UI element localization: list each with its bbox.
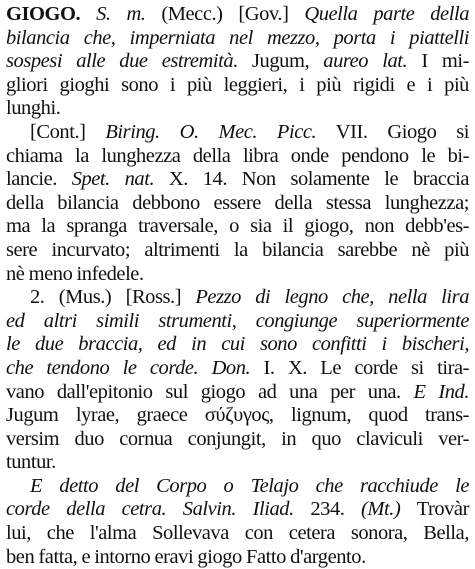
- text-line: [6, 192, 469, 216]
- text-line: [6, 168, 469, 192]
- italic-text: ed altri simili strumenti, congiunge superiormente: [6, 309, 469, 332]
- italic-text: che tendono le corde.: [6, 356, 199, 379]
- text-line: [6, 263, 469, 287]
- italic-text: E Ind.: [413, 380, 469, 403]
- headword: GIOGO.: [6, 3, 81, 25]
- text-run: ben fatta, e intorno eravi giogo Fatto d'argento.: [6, 545, 366, 568]
- italic-text: Spet. nat.: [71, 168, 155, 191]
- text-run: Trovàr: [400, 498, 469, 521]
- italic-text: Pezzo di legno che, nella lira: [195, 286, 470, 309]
- text-run: [166, 498, 183, 520]
- text-run: della bilancia debbono essere della stessa lunghezza;: [6, 191, 469, 214]
- text-run: vano dall'epitonio sul giogo ad una per una.: [6, 380, 414, 403]
- italic-text: Salvin. Iliad.: [182, 498, 294, 521]
- text-line: [6, 145, 469, 169]
- italic-text: Biring. O. Mec. Picc.: [105, 120, 317, 143]
- text-run: [80, 3, 96, 25]
- text-run: [Cont.]: [30, 120, 106, 143]
- text-run: Jugum,: [237, 50, 324, 73]
- italic-text: aureo lat.: [323, 50, 408, 73]
- text-run: versim duo cornua conjungit, in quo claviculi ver-: [6, 427, 469, 450]
- text-line: [6, 310, 469, 334]
- text-line: [6, 357, 469, 381]
- text-run: [198, 357, 211, 379]
- text-line: [6, 428, 469, 452]
- text-line: [6, 546, 469, 569]
- text-line: [6, 498, 469, 522]
- text-run: chiama la lunghezza della libra onde pendono le bi-: [6, 144, 469, 167]
- text-run: lui, che l'alma Sollevava con cetera sonora, Bella,: [6, 522, 469, 545]
- text-run: I mi-: [407, 50, 469, 73]
- text-line: [6, 381, 469, 405]
- text-line: [6, 522, 469, 546]
- text-line: [6, 404, 469, 428]
- text-line: [6, 50, 469, 74]
- italic-text: S. m.: [96, 3, 146, 25]
- text-run: 234.: [293, 498, 362, 521]
- text-run: 2. (Mus.) [Ross.]: [30, 286, 196, 309]
- text-line: [6, 215, 469, 239]
- text-run: tuntur.: [6, 451, 56, 474]
- text-run: ma la spranga traversale, o sia il giogo, non debb'es-: [6, 215, 469, 238]
- italic-text: corde della cetra.: [6, 498, 167, 521]
- text-run: (Mecc.) [Gov.]: [145, 3, 305, 25]
- text-run: gliori gioghi sono i più leggieri, i più rigidi e i più: [6, 73, 469, 96]
- italic-text: Don.: [211, 356, 251, 379]
- italic-text: bilancia che, imperniata nel mezzo, porta i piattelli: [6, 26, 469, 49]
- text-run: nè meno infedele.: [6, 262, 144, 285]
- text-line: [6, 74, 469, 98]
- text-line: [6, 97, 469, 121]
- text-line: [6, 451, 469, 475]
- text-run: lancie.: [6, 168, 72, 191]
- text-line: [6, 3, 469, 27]
- text-line: [6, 286, 469, 310]
- text-run: VII. Giogo si: [316, 120, 469, 143]
- text-run: lunghi.: [6, 97, 61, 120]
- italic-text: le due braccia, ed in cui sono confitti i bischeri,: [6, 333, 469, 356]
- text-line: [6, 239, 469, 263]
- italic-text: E detto del Corpo o Telajo che racchiude le: [30, 474, 469, 497]
- text-run: Jugum lyrae, graece σύζυγος, lignum, quod trans-: [6, 404, 469, 427]
- text-line: [6, 475, 469, 499]
- text-line: [6, 333, 469, 357]
- text-run: sere incurvato; altrimenti la bilancia sarebbe nè più: [6, 238, 469, 261]
- italic-text: (Mt.): [361, 498, 401, 521]
- text-line: [6, 121, 469, 145]
- italic-text: Quella parte della: [304, 3, 469, 25]
- text-run: I. X. Le corde si tira-: [250, 356, 469, 379]
- text-line: [6, 27, 469, 51]
- text-run: X. 14. Non solamente le braccia: [154, 168, 469, 191]
- italic-text: sospesi alle due estremità.: [6, 50, 238, 73]
